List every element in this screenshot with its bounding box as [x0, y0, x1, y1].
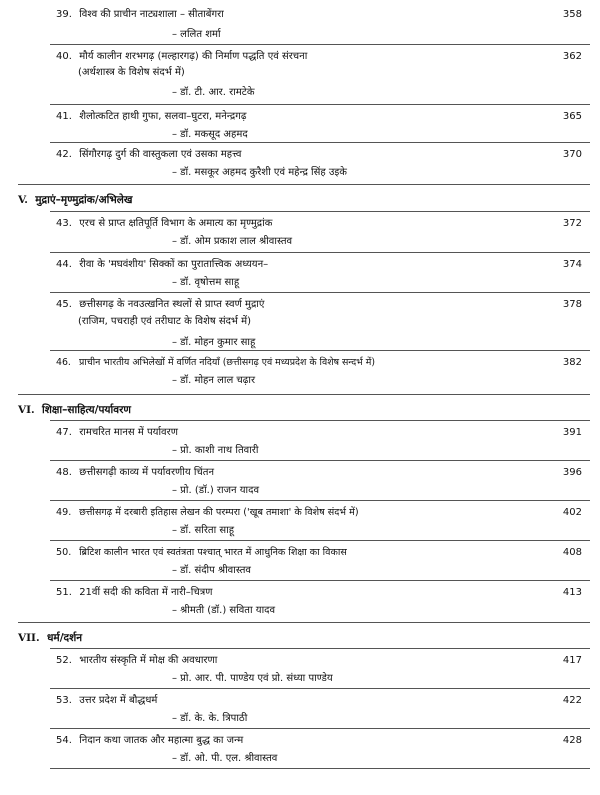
entry-page-number: 408 — [562, 547, 582, 558]
entry-title: विश्व की प्राचीन नाट्यशाला – सीताबेंगरा — [79, 9, 224, 20]
entry-number: 39. — [56, 9, 72, 20]
section-label: शिक्षा–साहित्य/पर्यावरण — [42, 404, 131, 416]
divider — [50, 252, 590, 253]
entry-subtitle: (अर्थशास्त्र के विशेष संदर्भ में) — [78, 67, 185, 78]
entry-page-number: 417 — [562, 655, 582, 666]
divider — [50, 44, 590, 45]
entry-title-line — [56, 466, 516, 480]
entry-page-number: 370 — [562, 149, 582, 160]
entry-title: उत्तर प्रदेश में बौद्धधर्म — [79, 695, 158, 706]
entry-title-line — [56, 694, 516, 708]
entry-author: – डॉ. वृषोत्तम साहू — [172, 277, 240, 288]
divider — [50, 540, 590, 541]
entry-number: 42. — [56, 149, 72, 160]
entry-title: रीवा के 'मघवंशीय' सिक्कों का पुरातात्त्विक अध्ययन– — [79, 259, 269, 270]
entry-number: 48. — [56, 467, 72, 478]
entry-title-line — [56, 148, 516, 162]
entry-title: छत्तीसगढ़ी काव्य में पर्यावरणीय चिंतन — [79, 467, 215, 478]
divider — [50, 104, 590, 105]
entry-number: 41. — [56, 111, 72, 122]
entry-title: निदान कथा जातक और महात्मा बुद्ध का जन्म — [79, 735, 244, 746]
section-label: धर्म/दर्शन — [46, 632, 83, 644]
entry-number: 46. — [56, 357, 71, 368]
divider — [18, 184, 590, 185]
entry-title: मौर्य कालीन शरभगढ़ (मल्हारगढ़) की निर्माण पद्धति एवं संरचना — [79, 51, 308, 62]
divider — [50, 211, 590, 212]
entry-title-line — [56, 217, 516, 231]
entry-number: 51. — [56, 587, 72, 598]
entry-page-number: 372 — [562, 218, 582, 229]
section-numeral: VI. — [18, 404, 35, 416]
entry-number: 47. — [56, 427, 72, 438]
divider — [18, 622, 590, 623]
entry-title: छत्तीसगढ़ के नवउत्खनित स्थलों से प्राप्त स्वर्ण मुद्राएं — [79, 299, 265, 310]
entry-number: 50. — [56, 547, 72, 558]
entry-author: – श्रीमती (डॉ.) सविता यादव — [172, 605, 276, 616]
entry-title-line — [56, 506, 526, 520]
entry-author: – प्रो. आर. पी. पाण्डेय एवं प्रो. संध्या पाण्डेय — [172, 673, 333, 684]
entry-author: – डॉ. के. के. त्रिपाठी — [172, 713, 248, 724]
entry-author: – ललित शर्मा — [172, 29, 221, 40]
divider — [50, 728, 590, 729]
entry-title-line — [56, 110, 516, 124]
divider — [50, 648, 590, 649]
entry-author: – डॉ. टी. आर. रामटेके — [172, 87, 255, 98]
entry-number: 44. — [56, 259, 72, 270]
entry-number: 52. — [56, 655, 72, 666]
section-heading-vii — [18, 630, 82, 646]
entry-author: – डॉ. ओ. पी. एल. श्रीवास्तव — [172, 753, 278, 764]
entry-page-number: 358 — [562, 9, 582, 20]
entry-page-number: 374 — [562, 259, 582, 270]
section-heading-v — [18, 192, 132, 208]
entry-title-line — [56, 50, 516, 64]
divider — [50, 292, 590, 293]
entry-author: – डॉ. मोहन कुमार साहू — [172, 337, 256, 348]
divider — [50, 420, 590, 421]
entry-author: – डॉ. मोहन लाल चढ़ार — [172, 375, 256, 386]
entry-page-number: 402 — [562, 507, 582, 518]
entry-page-number: 396 — [562, 467, 582, 478]
entry-author: – प्रो. काशी नाथ तिवारी — [172, 445, 259, 456]
divider — [50, 460, 590, 461]
entry-title-line — [56, 298, 516, 312]
entry-number: 40. — [56, 51, 72, 62]
entry-title: छत्तीसगढ़ में दरबारी इतिहास लेखन की परम्परा ('खूब तमाशा' के विशेष संदर्भ में) — [79, 507, 359, 518]
divider — [50, 350, 590, 351]
entry-page-number: 378 — [562, 299, 582, 310]
divider — [50, 580, 590, 581]
entry-title: एरच से प्राप्त क्षतिपूर्ति विभाग के अमात्य का मृण्मुद्रांक — [79, 218, 273, 229]
entry-page-number: 382 — [562, 357, 582, 368]
divider — [50, 142, 590, 143]
entry-author: – डॉ. ओम प्रकाश लाल श्रीवास्तव — [172, 236, 293, 247]
section-numeral: V. — [18, 194, 28, 206]
entry-subtitle: (राजिम, पचराही एवं तरीघाट के विशेष संदर्भ में) — [78, 316, 252, 327]
entry-page-number: 365 — [562, 111, 582, 122]
divider — [50, 500, 590, 501]
entry-number: 49. — [56, 507, 72, 518]
entry-author: – डॉ. संदीप श्रीवास्तव — [172, 565, 251, 576]
entry-page-number: 413 — [562, 587, 582, 598]
entry-title-line — [56, 546, 526, 560]
section-heading-vi — [18, 402, 131, 418]
entry-page-number: 428 — [562, 735, 582, 746]
entry-number: 53. — [56, 695, 72, 706]
divider — [50, 688, 590, 689]
entry-number: 43. — [56, 218, 72, 229]
entry-title-line — [56, 734, 516, 748]
entry-title: सिंगौरगढ़ दुर्ग की वास्तुकला एवं उसका महत्त्व — [79, 149, 242, 160]
entry-title: शैलोत्कटित हाथी गुफा, सलवा–घुटरा, मनेन्द्रगढ़ — [79, 111, 247, 122]
entry-title: 21वीं सदी की कविता में नारी–चित्रण — [79, 587, 213, 598]
entry-page-number: 391 — [562, 427, 582, 438]
entry-title: ब्रिटिश कालीन भारत एवं स्वतंत्रता पश्चात् भारत में आधुनिक शिक्षा का विकास — [79, 547, 347, 558]
entry-title-line — [56, 426, 516, 440]
entry-author: – डॉ. मकसूद अहमद — [172, 129, 248, 140]
entry-author: – डॉ. सरिता साहू — [172, 525, 235, 536]
divider — [18, 394, 590, 395]
entry-page-number: 362 — [562, 51, 582, 62]
entry-author: – प्रो. (डॉ.) राजन यादव — [172, 485, 260, 496]
entry-title-line — [56, 586, 516, 600]
entry-title: भारतीय संस्कृति में मोक्ष की अवधारणा — [79, 655, 218, 666]
entry-title-line — [56, 8, 516, 22]
entry-title-line — [56, 258, 516, 272]
entry-title: प्राचीन भारतीय अभिलेखों में वर्णित नदियाँ (छत्तीसगढ़ एवं मध्यप्रदेश के विशेष सन्दर्भ में) — [78, 357, 376, 368]
entry-title: रामचरित मानस में पर्यावरण — [79, 427, 178, 438]
entry-title-line — [56, 356, 536, 370]
section-numeral: VII. — [18, 632, 40, 644]
section-label: मुद्राएं–मृण्मुद्रांक/अभिलेख — [35, 194, 133, 206]
entry-page-number: 422 — [562, 695, 582, 706]
entry-number: 45. — [56, 299, 72, 310]
entry-number: 54. — [56, 735, 72, 746]
entry-title-line — [56, 654, 516, 668]
divider — [50, 768, 590, 769]
entry-author: – डॉ. मसकूर अहमद कुरैशी एवं महेन्द्र सिंह उइके — [172, 167, 347, 178]
